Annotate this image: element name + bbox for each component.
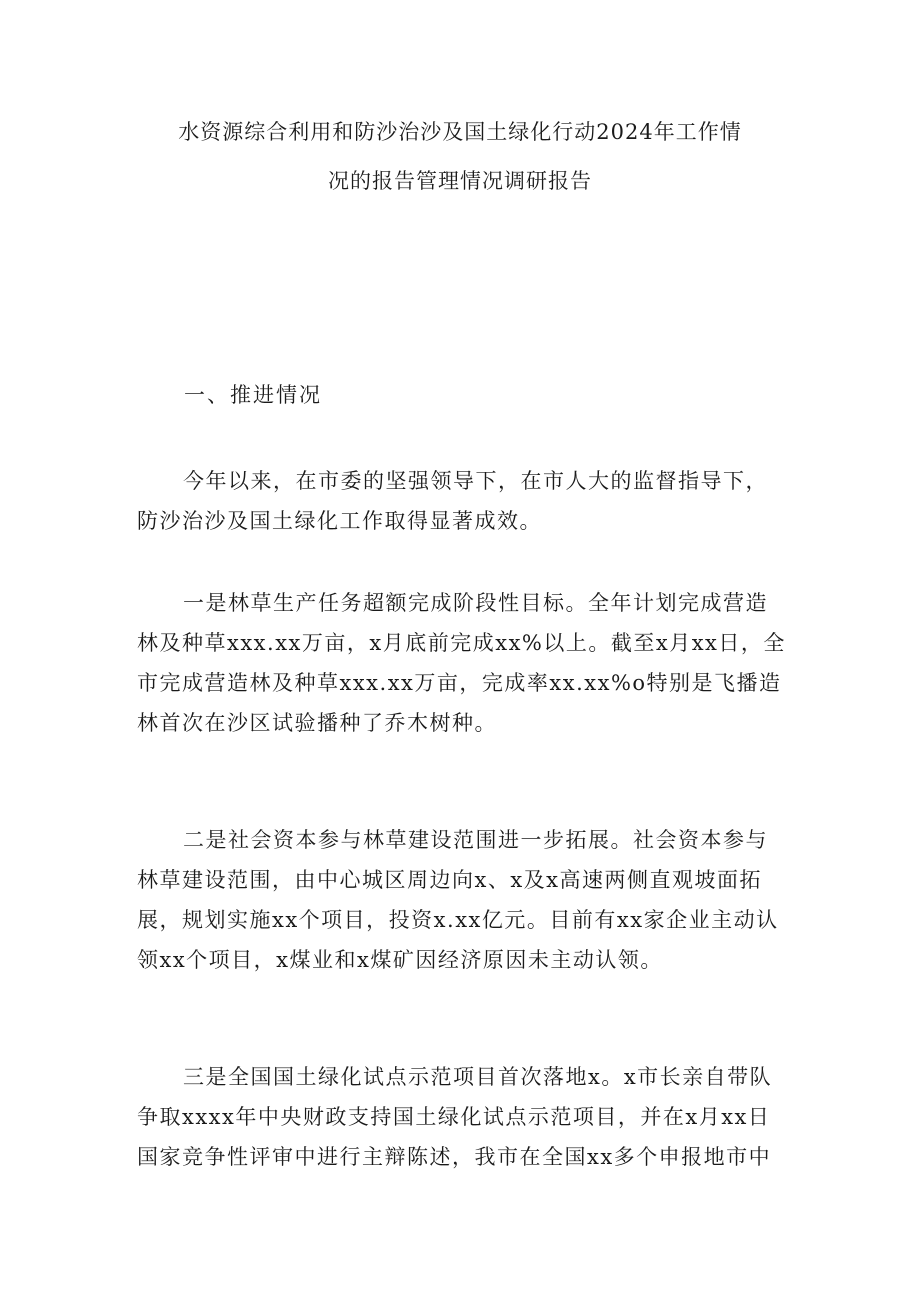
paragraph-line: 市完成营造林及种草xxx.xx万亩，完成率xx.xx%o特别是飞播造 [137, 671, 782, 695]
paragraph-line: 防沙治沙及国土绿化工作取得显著成效。 [137, 509, 542, 533]
paragraph-line: 争取xxxx年中央财政支持国土绿化试点示范项目，并在x月xx日 [137, 1105, 771, 1129]
paragraph-social-capital [137, 820, 797, 980]
paragraph-line: 林首次在沙区试验播种了乔木树种。 [137, 711, 497, 735]
paragraph-forestry-tasks [137, 583, 797, 743]
document-title-line-1: 水资源综合利用和防沙治沙及国土绿化行动2024年工作情 [178, 120, 742, 144]
paragraph-intro [137, 461, 797, 541]
paragraph-line: 林及种草xxx.xx万亩，x月底前完成xx%以上。截至x月xx日，全 [137, 631, 786, 655]
paragraph-line: 二是社会资本参与林草建设范围进一步拓展。社会资本参与 [183, 828, 768, 852]
document-title-line-2: 况的报告管理情况调研报告 [328, 169, 592, 193]
paragraph-line: 今年以来，在市委的坚强领导下，在市人大的监督指导下， [183, 469, 768, 493]
paragraph-line: 三是全国国土绿化试点示范项目首次落地x。x市长亲自带队 [183, 1065, 773, 1089]
paragraph-line: 领xx个项目，x煤业和x煤矿因经济原因未主动认领。 [137, 948, 663, 972]
paragraph-pilot-project [137, 1057, 797, 1177]
paragraph-line: 一是林草生产任务超额完成阶段性目标。全年计划完成营造 [183, 591, 768, 615]
paragraph-line: 展，规划实施xx个项目，投资x.xx亿元。目前有xx家企业主动认 [137, 908, 779, 932]
paragraph-line: 国家竞争性评审中进行主辩陈述，我市在全国xx多个申报地市中 [137, 1145, 772, 1169]
section-heading: 一、推进情况 [184, 383, 322, 407]
paragraph-line: 林草建设范围，由中心城区周边向x、x及x高速两侧直观坡面拓 [137, 868, 763, 892]
